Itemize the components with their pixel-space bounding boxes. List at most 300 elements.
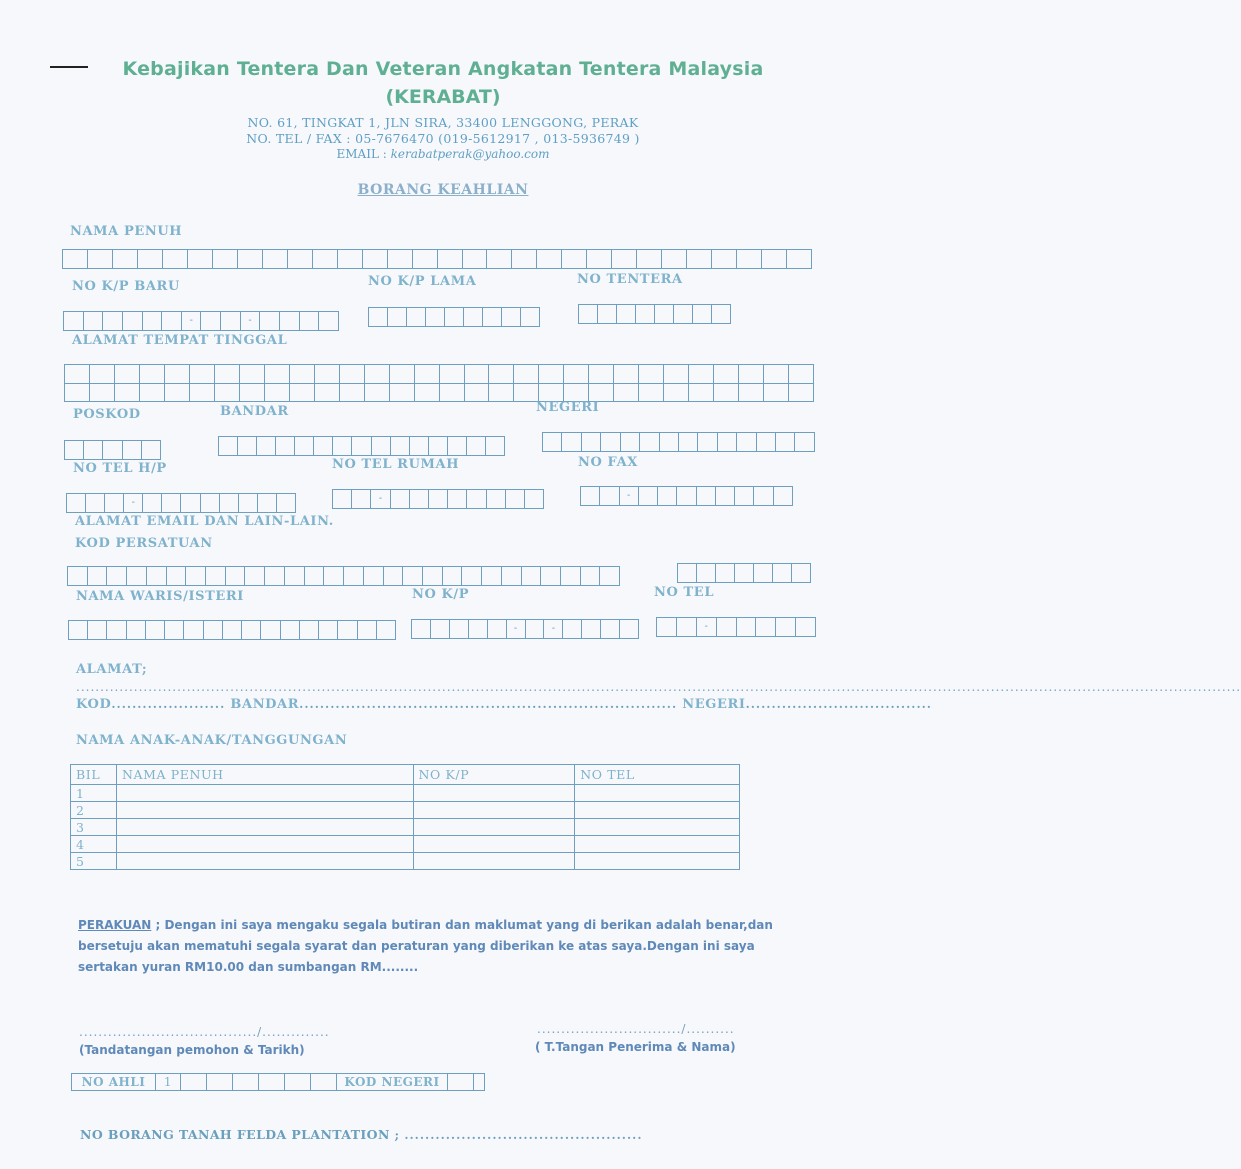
field-cell[interactable] xyxy=(582,620,601,638)
field-cell[interactable] xyxy=(90,384,115,402)
field-cell[interactable] xyxy=(537,250,562,268)
field-cell[interactable] xyxy=(305,567,325,585)
field-cell[interactable] xyxy=(716,564,735,582)
field-cell[interactable] xyxy=(146,621,165,639)
cell-kp[interactable] xyxy=(413,836,575,853)
field-cell[interactable] xyxy=(762,250,787,268)
field-cell[interactable] xyxy=(431,620,450,638)
field-cell[interactable] xyxy=(344,567,364,585)
field-cell[interactable]: - xyxy=(124,494,143,512)
field-cell[interactable] xyxy=(201,494,220,512)
field-cell[interactable] xyxy=(340,365,365,383)
field-cell[interactable] xyxy=(662,250,687,268)
field-cell[interactable] xyxy=(754,487,773,505)
field-cell[interactable] xyxy=(88,250,113,268)
field-cell[interactable] xyxy=(324,567,344,585)
field-cell[interactable] xyxy=(697,564,716,582)
field-cell[interactable] xyxy=(276,437,295,455)
field-cell[interactable] xyxy=(637,250,662,268)
field-cell[interactable] xyxy=(639,365,664,383)
field-cell[interactable] xyxy=(103,441,122,459)
field-cell[interactable] xyxy=(372,437,391,455)
field-cell[interactable] xyxy=(693,305,712,323)
no-tentera-field[interactable] xyxy=(578,304,731,324)
field-cell[interactable] xyxy=(115,384,140,402)
field-cell[interactable] xyxy=(443,567,463,585)
field-cell[interactable] xyxy=(774,487,792,505)
field-cell[interactable] xyxy=(502,308,521,326)
field-cell[interactable] xyxy=(138,250,163,268)
field-cell[interactable] xyxy=(664,384,689,402)
field-cell[interactable] xyxy=(464,308,483,326)
cell-nama[interactable] xyxy=(116,785,413,802)
field-cell[interactable] xyxy=(541,567,561,585)
field-cell[interactable] xyxy=(315,384,340,402)
field-cell[interactable] xyxy=(319,312,338,330)
field-cell[interactable] xyxy=(391,490,410,508)
field-cell[interactable] xyxy=(107,567,127,585)
field-cell[interactable] xyxy=(84,312,104,330)
field-cell[interactable] xyxy=(614,365,639,383)
receiver-signature-line[interactable]: ............................../.......... xyxy=(537,1022,735,1036)
field-cell[interactable] xyxy=(412,620,431,638)
field-cell[interactable] xyxy=(105,494,124,512)
field-cell[interactable] xyxy=(450,620,469,638)
field-cell[interactable] xyxy=(465,384,490,402)
field-cell[interactable] xyxy=(489,365,514,383)
field-cell[interactable] xyxy=(429,490,448,508)
field-cell[interactable] xyxy=(689,365,714,383)
field-cell[interactable] xyxy=(265,567,285,585)
no-ahli-cell[interactable] xyxy=(233,1074,259,1090)
field-cell[interactable] xyxy=(467,437,486,455)
field-cell[interactable] xyxy=(621,433,640,451)
field-cell[interactable] xyxy=(614,384,639,402)
field-cell[interactable] xyxy=(415,384,440,402)
field-cell[interactable] xyxy=(502,567,522,585)
field-cell[interactable] xyxy=(426,308,445,326)
field-cell[interactable] xyxy=(677,487,696,505)
field-cell[interactable] xyxy=(789,384,813,402)
field-cell[interactable] xyxy=(448,437,467,455)
cell-nama[interactable] xyxy=(116,853,413,870)
field-cell[interactable] xyxy=(220,494,239,512)
field-cell[interactable] xyxy=(65,441,84,459)
field-cell[interactable] xyxy=(776,433,795,451)
no-ahli-first-digit[interactable]: 1 xyxy=(156,1074,181,1090)
field-cell[interactable] xyxy=(438,250,463,268)
field-cell[interactable] xyxy=(539,384,564,402)
field-cell[interactable] xyxy=(579,305,598,323)
field-cell[interactable] xyxy=(687,250,712,268)
field-cell[interactable] xyxy=(440,384,465,402)
field-cell[interactable] xyxy=(140,365,165,383)
field-cell[interactable] xyxy=(181,494,200,512)
field-cell[interactable]: - xyxy=(544,620,563,638)
field-cell[interactable] xyxy=(581,567,601,585)
field-cell[interactable] xyxy=(564,384,589,402)
field-cell[interactable]: - xyxy=(182,312,202,330)
field-cell[interactable] xyxy=(712,305,730,323)
field-cell[interactable] xyxy=(776,618,796,636)
field-cell[interactable] xyxy=(358,621,377,639)
field-cell[interactable]: - xyxy=(697,618,717,636)
field-cell[interactable] xyxy=(678,564,697,582)
field-cell[interactable] xyxy=(773,564,792,582)
field-cell[interactable] xyxy=(664,365,689,383)
field-cell[interactable] xyxy=(280,312,300,330)
field-cell[interactable] xyxy=(413,250,438,268)
field-cell[interactable] xyxy=(107,621,126,639)
field-cell[interactable] xyxy=(589,365,614,383)
field-cell[interactable] xyxy=(735,564,754,582)
field-cell[interactable] xyxy=(598,305,617,323)
cell-kp[interactable] xyxy=(413,785,575,802)
field-cell[interactable] xyxy=(226,567,246,585)
field-cell[interactable] xyxy=(764,384,789,402)
field-cell[interactable] xyxy=(260,312,280,330)
field-cell[interactable] xyxy=(143,312,163,330)
field-cell[interactable] xyxy=(290,384,315,402)
field-cell[interactable] xyxy=(221,312,241,330)
field-cell[interactable] xyxy=(525,490,543,508)
field-cell[interactable] xyxy=(365,365,390,383)
field-cell[interactable] xyxy=(587,250,612,268)
field-cell[interactable] xyxy=(612,250,637,268)
field-cell[interactable] xyxy=(313,250,338,268)
field-cell[interactable] xyxy=(86,494,105,512)
nama-penuh-field[interactable] xyxy=(62,249,812,269)
field-cell[interactable] xyxy=(718,433,737,451)
field-cell[interactable] xyxy=(697,487,716,505)
field-cell[interactable] xyxy=(319,621,338,639)
field-cell[interactable] xyxy=(514,365,539,383)
field-cell[interactable] xyxy=(261,621,280,639)
field-cell[interactable] xyxy=(127,621,146,639)
field-cell[interactable] xyxy=(239,494,258,512)
field-cell[interactable] xyxy=(521,308,539,326)
field-cell[interactable] xyxy=(206,567,226,585)
bandar-field[interactable] xyxy=(218,436,505,456)
field-cell[interactable] xyxy=(448,490,467,508)
field-cell[interactable] xyxy=(277,494,295,512)
field-cell[interactable] xyxy=(674,305,693,323)
field-cell[interactable] xyxy=(462,567,482,585)
field-cell[interactable] xyxy=(564,365,589,383)
field-cell[interactable] xyxy=(440,365,465,383)
field-cell[interactable] xyxy=(223,621,242,639)
field-cell[interactable] xyxy=(561,567,581,585)
kod-persatuan-field[interactable] xyxy=(677,563,811,583)
cell-nama[interactable] xyxy=(116,819,413,836)
field-cell[interactable] xyxy=(384,567,404,585)
tel-hp-field[interactable] xyxy=(66,493,296,513)
field-cell[interactable] xyxy=(300,312,320,330)
field-cell[interactable] xyxy=(512,250,537,268)
no-ahli-cell[interactable] xyxy=(181,1074,207,1090)
field-cell[interactable] xyxy=(162,494,181,512)
field-cell[interactable] xyxy=(737,433,756,451)
field-cell[interactable] xyxy=(115,365,140,383)
field-cell[interactable] xyxy=(403,567,423,585)
field-cell[interactable] xyxy=(739,384,764,402)
field-cell[interactable] xyxy=(463,250,488,268)
field-cell[interactable] xyxy=(147,567,167,585)
field-cell[interactable] xyxy=(796,618,815,636)
alamat-dotted-line[interactable]: .................................................................................................................................................................................................................................................. xyxy=(76,680,1241,694)
field-cell[interactable] xyxy=(365,384,390,402)
field-cell[interactable] xyxy=(167,567,187,585)
field-cell[interactable] xyxy=(363,250,388,268)
field-cell[interactable] xyxy=(522,567,542,585)
cell-tel[interactable] xyxy=(575,785,740,802)
field-cell[interactable] xyxy=(543,433,562,451)
field-cell[interactable] xyxy=(88,621,107,639)
field-cell[interactable] xyxy=(410,490,429,508)
field-cell[interactable] xyxy=(265,384,290,402)
no-ahli-cell[interactable] xyxy=(207,1074,233,1090)
field-cell[interactable] xyxy=(165,621,184,639)
waris-kp-field[interactable] xyxy=(411,619,639,639)
field-cell[interactable] xyxy=(640,433,659,451)
field-cell[interactable] xyxy=(333,437,352,455)
field-cell[interactable] xyxy=(65,365,90,383)
field-cell[interactable] xyxy=(90,365,115,383)
bandar-dots[interactable]: ......................................................................... xyxy=(299,697,678,711)
field-cell[interactable] xyxy=(600,567,619,585)
field-cell[interactable] xyxy=(735,487,754,505)
field-cell[interactable] xyxy=(483,308,502,326)
field-cell[interactable] xyxy=(281,621,300,639)
field-cell[interactable] xyxy=(689,384,714,402)
field-cell[interactable] xyxy=(526,620,545,638)
field-cell[interactable] xyxy=(190,384,215,402)
cell-kp[interactable] xyxy=(413,819,575,836)
field-cell[interactable] xyxy=(757,433,776,451)
field-cell[interactable] xyxy=(188,250,213,268)
kp-baru-field[interactable] xyxy=(63,311,339,331)
field-cell[interactable] xyxy=(338,621,357,639)
field-cell[interactable] xyxy=(639,487,658,505)
field-cell[interactable] xyxy=(127,567,147,585)
field-cell[interactable] xyxy=(789,365,813,383)
poskod-field[interactable] xyxy=(64,440,161,460)
field-cell[interactable] xyxy=(263,250,288,268)
field-cell[interactable] xyxy=(737,250,762,268)
field-cell[interactable] xyxy=(698,433,717,451)
field-cell[interactable] xyxy=(445,308,464,326)
field-cell[interactable] xyxy=(390,365,415,383)
field-cell[interactable] xyxy=(563,620,582,638)
email-field[interactable] xyxy=(67,566,620,586)
field-cell[interactable] xyxy=(677,618,697,636)
field-cell[interactable] xyxy=(410,437,429,455)
field-cell[interactable]: - xyxy=(371,490,390,508)
field-cell[interactable] xyxy=(407,308,426,326)
negeri-dots[interactable]: .................................... xyxy=(745,697,932,711)
field-cell[interactable] xyxy=(792,564,810,582)
field-cell[interactable] xyxy=(84,441,103,459)
field-cell[interactable] xyxy=(219,437,238,455)
no-ahli-cell[interactable] xyxy=(285,1074,311,1090)
field-cell[interactable] xyxy=(655,305,674,323)
field-cell[interactable] xyxy=(65,384,90,402)
field-cell[interactable] xyxy=(657,618,677,636)
no-ahli-cell[interactable] xyxy=(311,1074,337,1090)
field-cell[interactable] xyxy=(562,433,581,451)
field-cell[interactable] xyxy=(69,621,88,639)
field-cell[interactable] xyxy=(514,384,539,402)
field-cell[interactable] xyxy=(300,621,319,639)
field-cell[interactable] xyxy=(258,494,277,512)
cell-tel[interactable] xyxy=(575,802,740,819)
field-cell[interactable] xyxy=(352,437,371,455)
field-cell[interactable] xyxy=(377,621,395,639)
field-cell[interactable] xyxy=(288,250,313,268)
field-cell[interactable] xyxy=(756,618,776,636)
field-cell[interactable] xyxy=(201,312,221,330)
field-cell[interactable] xyxy=(581,487,600,505)
kp-lama-field[interactable] xyxy=(368,307,540,327)
field-cell[interactable] xyxy=(487,490,506,508)
field-cell[interactable] xyxy=(245,567,265,585)
cell-tel[interactable] xyxy=(575,853,740,870)
field-cell[interactable] xyxy=(184,621,203,639)
field-cell[interactable] xyxy=(739,365,764,383)
cell-tel[interactable] xyxy=(575,836,740,853)
field-cell[interactable] xyxy=(143,494,162,512)
field-cell[interactable] xyxy=(716,487,735,505)
kod-negeri-cell[interactable] xyxy=(474,1074,484,1090)
field-cell[interactable] xyxy=(240,365,265,383)
nama-waris-field[interactable] xyxy=(68,620,396,640)
field-cell[interactable] xyxy=(290,365,315,383)
field-cell[interactable] xyxy=(539,365,564,383)
field-cell[interactable] xyxy=(679,433,698,451)
negeri-field[interactable] xyxy=(542,432,815,452)
field-cell[interactable] xyxy=(67,494,86,512)
field-cell[interactable] xyxy=(660,433,679,451)
felda-dots[interactable]: .............................................. xyxy=(404,1128,643,1142)
no-ahli-cell[interactable] xyxy=(259,1074,285,1090)
field-cell[interactable] xyxy=(582,433,601,451)
field-cell[interactable] xyxy=(113,250,138,268)
field-cell[interactable] xyxy=(265,365,290,383)
field-cell[interactable]: - xyxy=(620,487,639,505)
fax-field[interactable] xyxy=(580,486,793,506)
applicant-signature-line[interactable]: ...................................../.............. xyxy=(79,1025,330,1039)
field-cell[interactable] xyxy=(204,621,223,639)
tel-rumah-field[interactable] xyxy=(332,489,544,509)
field-cell[interactable] xyxy=(388,250,413,268)
cell-nama[interactable] xyxy=(116,802,413,819)
field-cell[interactable] xyxy=(600,487,619,505)
field-cell[interactable] xyxy=(787,250,811,268)
field-cell[interactable] xyxy=(103,312,123,330)
field-cell[interactable] xyxy=(467,490,486,508)
field-cell[interactable] xyxy=(238,437,257,455)
field-cell[interactable] xyxy=(714,365,739,383)
field-cell[interactable] xyxy=(712,250,737,268)
field-cell[interactable] xyxy=(285,567,305,585)
field-cell[interactable] xyxy=(714,384,739,402)
field-cell[interactable] xyxy=(123,441,142,459)
field-cell[interactable] xyxy=(295,437,314,455)
field-cell[interactable] xyxy=(390,384,415,402)
cell-kp[interactable] xyxy=(413,853,575,870)
field-cell[interactable] xyxy=(658,487,677,505)
field-cell[interactable] xyxy=(482,567,502,585)
field-cell[interactable] xyxy=(242,621,261,639)
field-cell[interactable]: - xyxy=(241,312,261,330)
field-cell[interactable] xyxy=(489,384,514,402)
field-cell[interactable] xyxy=(423,567,443,585)
field-cell[interactable] xyxy=(487,250,512,268)
field-cell[interactable] xyxy=(601,620,620,638)
field-cell[interactable] xyxy=(415,365,440,383)
field-cell[interactable] xyxy=(601,433,620,451)
field-cell[interactable] xyxy=(68,567,88,585)
field-cell[interactable] xyxy=(64,312,84,330)
field-cell[interactable] xyxy=(190,365,215,383)
field-cell[interactable] xyxy=(388,308,407,326)
field-cell[interactable] xyxy=(240,384,265,402)
waris-tel-field[interactable] xyxy=(656,617,816,637)
alamat-tempat-tinggal-field[interactable] xyxy=(64,364,814,402)
kod-dots[interactable]: ...................... xyxy=(111,697,226,711)
field-cell[interactable] xyxy=(352,490,371,508)
field-cell[interactable] xyxy=(338,250,363,268)
cell-nama[interactable] xyxy=(116,836,413,853)
field-cell[interactable] xyxy=(717,618,737,636)
field-cell[interactable] xyxy=(123,312,143,330)
field-cell[interactable] xyxy=(764,365,789,383)
field-cell[interactable] xyxy=(165,384,190,402)
field-cell[interactable] xyxy=(391,437,410,455)
field-cell[interactable] xyxy=(369,308,388,326)
field-cell[interactable] xyxy=(213,250,238,268)
cell-tel[interactable] xyxy=(575,819,740,836)
field-cell[interactable] xyxy=(165,365,190,383)
field-cell[interactable] xyxy=(465,365,490,383)
field-cell[interactable] xyxy=(506,490,525,508)
field-cell[interactable] xyxy=(469,620,488,638)
kod-negeri-cell[interactable] xyxy=(448,1074,474,1090)
cell-kp[interactable] xyxy=(413,802,575,819)
field-cell[interactable] xyxy=(486,437,504,455)
field-cell[interactable] xyxy=(795,433,813,451)
field-cell[interactable] xyxy=(589,384,614,402)
field-cell[interactable] xyxy=(88,567,108,585)
field-cell[interactable] xyxy=(215,384,240,402)
field-cell[interactable] xyxy=(639,384,664,402)
field-cell[interactable] xyxy=(238,250,263,268)
field-cell[interactable] xyxy=(340,384,365,402)
field-cell[interactable] xyxy=(215,365,240,383)
field-cell[interactable] xyxy=(333,490,352,508)
field-cell[interactable] xyxy=(562,250,587,268)
field-cell[interactable] xyxy=(314,437,333,455)
field-cell[interactable] xyxy=(186,567,206,585)
field-cell[interactable]: - xyxy=(507,620,526,638)
field-cell[interactable] xyxy=(257,437,276,455)
field-cell[interactable] xyxy=(488,620,507,638)
field-cell[interactable] xyxy=(754,564,773,582)
field-cell[interactable] xyxy=(617,305,636,323)
field-cell[interactable] xyxy=(162,312,182,330)
field-cell[interactable] xyxy=(364,567,384,585)
field-cell[interactable] xyxy=(636,305,655,323)
